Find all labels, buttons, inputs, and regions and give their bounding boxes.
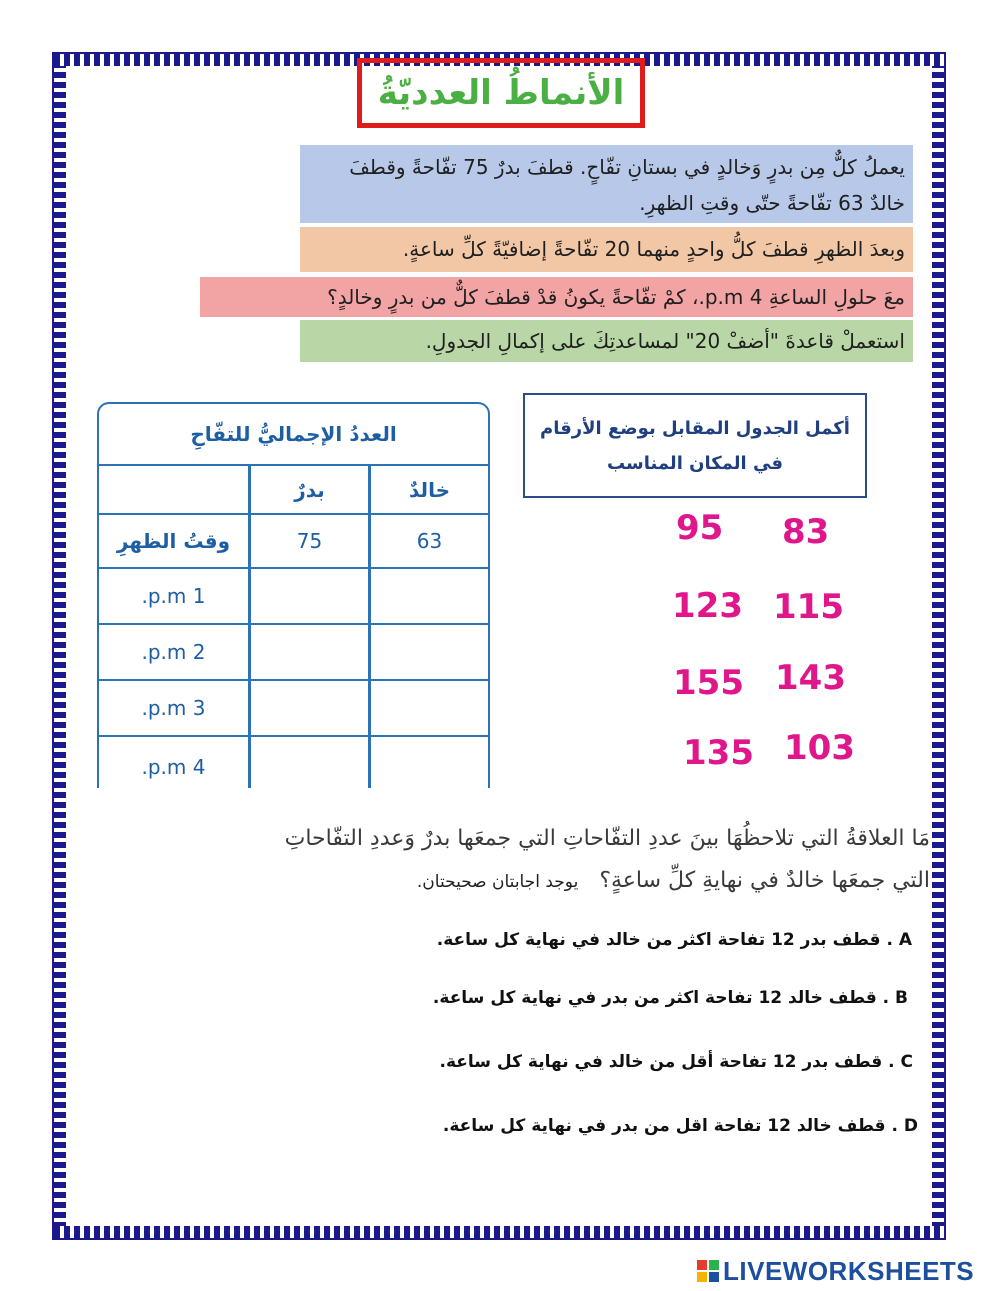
footer-brand <box>697 1256 974 1286</box>
table-row <box>99 681 488 737</box>
drop-cell-badr-3pm[interactable] <box>248 681 368 735</box>
instruction-box <box>523 393 867 498</box>
story-paragraph-1: يعملُ كلٌّ مِن بدرٍ وَخالدٍ في بستانِ تفّاحٍ. قطفَ بدرٌ 75 تفّاحةً وقطفَ خالدٌ 63 تفّاحةً حتّى وقتِ الظهرِ. <box>300 145 913 223</box>
table-header-row <box>99 466 488 515</box>
option-b[interactable]: B . قطف خالد 12 تفاحة اكثر من بدر في نهاية كل ساعة. <box>432 988 908 1008</box>
drag-tile-143[interactable]: 143 <box>775 658 846 698</box>
story-paragraph-2: وبعدَ الظهرِ قطفَ كلُّ واحدٍ منهما 20 تفّاحةً إضافيّةً كلِّ ساعةٍ. <box>300 227 913 272</box>
option-text-a: قطف بدر 12 تفاحة اكثر من خالد في نهاية كل ساعة. <box>436 930 881 950</box>
drag-tile-155[interactable]: 155 <box>673 663 744 703</box>
story-question: معَ حلولِ الساعةِ 4 p.m.، كمْ تفّاحةً يكونُ قدْ قطفَ كلٌّ من بدرٍ وخالدٍ؟ <box>200 277 913 317</box>
drop-cell-badr-2pm[interactable] <box>248 625 368 679</box>
instruction-line-1: أكمل الجدول المقابل بوضع الأرقام <box>540 417 850 439</box>
relationship-question <box>200 818 930 903</box>
option-letter-a: A <box>898 930 912 950</box>
brand-name: LIVEWORKSHEETS <box>723 1255 975 1286</box>
row-label-noon: وقتُ الظهرِ <box>116 529 231 553</box>
row-label-4pm: 4 p.m. <box>141 754 206 779</box>
table-row <box>99 625 488 681</box>
row-label-2pm: 2 p.m. <box>141 640 206 664</box>
option-c[interactable]: C . قطف بدر 12 تفاحة أقل من خالد في نهاية كل ساعة. <box>439 1052 913 1072</box>
question-line-2: التي جمعَها خالدٌ في نهايةِ كلِّ ساعةٍ؟ <box>599 868 930 893</box>
drop-cell-badr-4pm[interactable] <box>248 737 368 788</box>
cell-badr-noon: 75 <box>248 515 368 567</box>
question-line-1: مَا العلاقةُ التي تلاحظُهَا بينَ عددِ التفّاحاتِ التي جمعَها بدرٌ وَعددِ التفّاحاتِ <box>284 826 930 851</box>
drag-tile-115[interactable]: 115 <box>773 587 844 627</box>
cell-khaled-noon: 63 <box>368 515 488 567</box>
drop-cell-badr-1pm[interactable] <box>248 569 368 623</box>
table-title: العددُ الإجماليُّ للتفّاحِ <box>99 404 488 466</box>
drop-cell-khaled-2pm[interactable] <box>368 625 488 679</box>
drop-cell-khaled-3pm[interactable] <box>368 681 488 735</box>
option-text-c: قطف بدر 12 تفاحة أقل من خالد في نهاية كل ساعة. <box>439 1052 883 1072</box>
table-row <box>99 515 488 569</box>
table-row <box>99 737 488 788</box>
instruction-line-2: في المكان المناسب <box>607 452 783 474</box>
liveworksheets-logo-icon <box>697 1260 719 1282</box>
option-text-b: قطف خالد 12 تفاحة اكثر من بدر في نهاية كل ساعة. <box>432 988 877 1008</box>
row-label-3pm: 3 p.m. <box>141 696 206 720</box>
row-label-1pm: 1 p.m. <box>141 584 206 608</box>
drag-tile-103[interactable]: 103 <box>784 728 855 768</box>
drag-tile-95[interactable]: 95 <box>676 508 724 548</box>
drag-tile-123[interactable]: 123 <box>672 586 743 626</box>
option-text-d: قطف خالد 12 تفاحة اقل من بدر في نهاية كل ساعة. <box>442 1116 886 1136</box>
option-d[interactable]: D . قطف خالد 12 تفاحة اقل من بدر في نهاية كل ساعة. <box>442 1116 918 1136</box>
column-header-khaled: خالدٌ <box>368 466 488 513</box>
column-header-badr: بدرٌ <box>248 466 368 513</box>
option-letter-d: D <box>903 1116 918 1136</box>
table-row <box>99 569 488 625</box>
question-line-2-wrap <box>200 860 930 903</box>
story-hint: استعملْ قاعدةَ "أضفْ 20" لمساعدتِكَ على إكمالِ الجدولِ. <box>300 320 913 362</box>
option-letter-c: C <box>900 1052 913 1072</box>
question-hint: يوجد اجابتان صحيحتان. <box>416 872 579 892</box>
drop-cell-khaled-4pm[interactable] <box>368 737 488 788</box>
drag-tile-83[interactable]: 83 <box>782 512 830 552</box>
drop-cell-khaled-1pm[interactable] <box>368 569 488 623</box>
column-header-empty <box>99 466 248 513</box>
apples-table <box>97 402 490 788</box>
page-title: الأنماطُ العدديّةُ <box>357 58 645 128</box>
option-letter-b: B <box>895 988 908 1008</box>
drag-tile-135[interactable]: 135 <box>683 733 754 773</box>
option-a[interactable]: A . قطف بدر 12 تفاحة اكثر من خالد في نهاية كل ساعة. <box>436 930 912 950</box>
